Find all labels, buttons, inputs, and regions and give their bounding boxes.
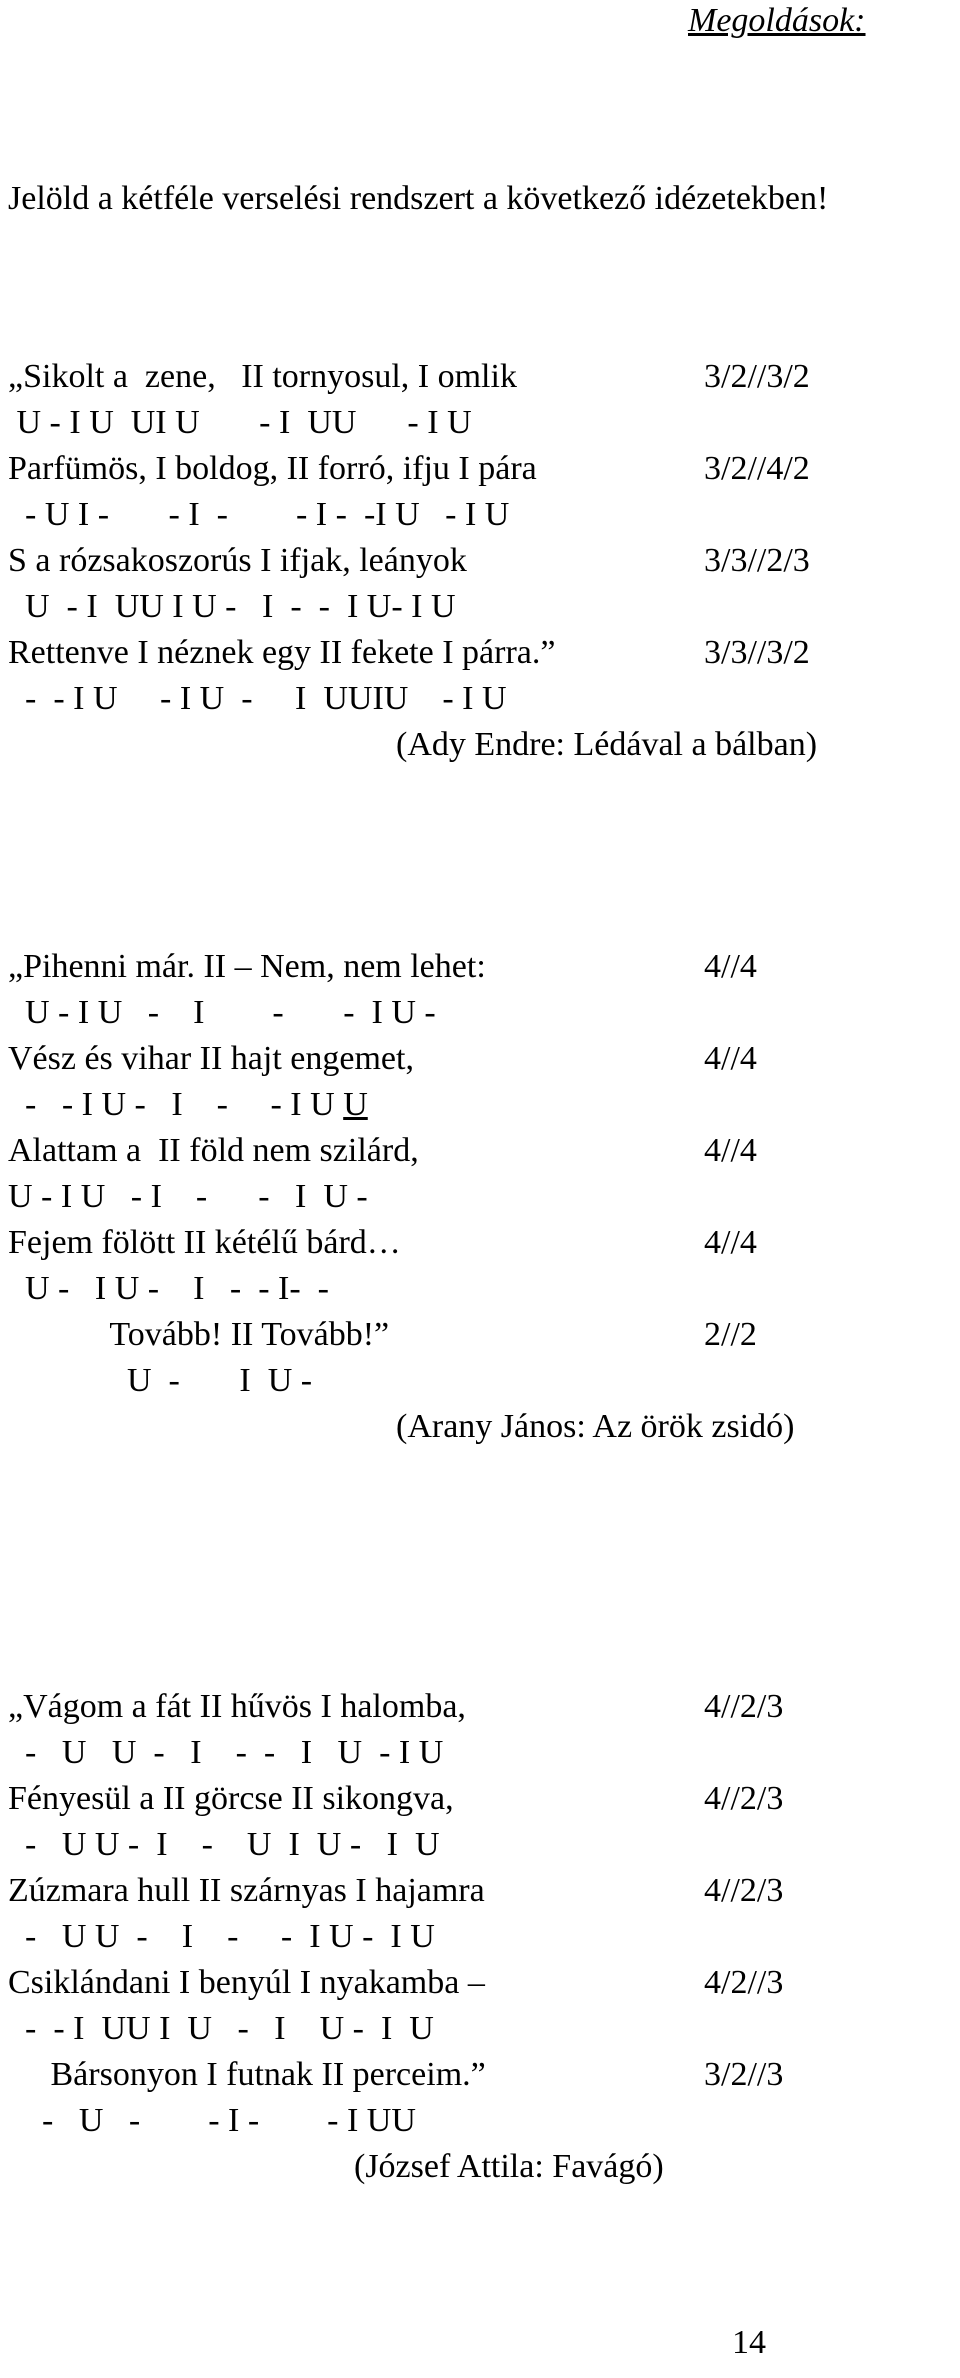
poem-line: Vész és vihar II hajt engemet, <box>8 1040 414 1077</box>
poem-line: Csiklándani I benyúl I nyakamba – <box>8 1964 485 2001</box>
scansion-line: U - I U - <box>8 1362 313 1399</box>
scansion-text: - - I U - I - - I U <box>8 1086 344 1123</box>
meter-pattern: 3/2//3 <box>704 2056 784 2093</box>
poem-line: „Vágom a fát II hűvös I halomba, <box>8 1688 466 1725</box>
poem-line: S a rózsakoszorús I ifjak, leányok <box>8 542 467 579</box>
meter-pattern: 3/3//3/2 <box>704 634 810 671</box>
meter-pattern: 4/2//3 <box>704 1964 784 2001</box>
scansion-line: - U U - I - - I U - I U <box>8 1918 435 1955</box>
scansion-line: - U I - - I - - I - -I U - I U <box>8 496 510 533</box>
meter-pattern: 4//2/3 <box>704 1780 784 1817</box>
scansion-line: U - I U UI U - I UU - I U <box>8 404 472 441</box>
poem-line: Fejem fölött II kétélű bárd… <box>8 1224 401 1261</box>
meter-pattern: 4//4 <box>704 1224 757 1261</box>
scansion-line: - - I U - I U - I UUIU - I U <box>8 680 507 717</box>
poem-source: (József Attila: Favágó) <box>354 2148 664 2185</box>
poem-line: „Sikolt a zene, II tornyosul, I omlik <box>8 358 517 395</box>
poem-line: Tovább! II Tovább!” <box>8 1316 390 1353</box>
poem-line: Rettenve I néznek egy II fekete I párra.” <box>8 634 556 671</box>
scansion-line: - U U - I - - I U - I U <box>8 1734 444 1771</box>
scansion-line: - - I UU I U - I U - I U <box>8 2010 434 2047</box>
poem-line: „Pihenni már. II – Nem, nem lehet: <box>8 948 486 985</box>
scansion-line: U - I U - I - - I U - <box>8 994 436 1031</box>
underlined-syllable: U <box>343 1086 368 1123</box>
meter-pattern: 3/3//2/3 <box>704 542 810 579</box>
poem-line: Bársonyon I futnak II perceim.” <box>8 2056 486 2093</box>
poem-line: Zúzmara hull II szárnyas I hajamra <box>8 1872 485 1909</box>
scansion-line: U - I UU I U - I - - I U- I U <box>8 588 456 625</box>
poem-line: Parfümös, I boldog, II forró, ifju I pára <box>8 450 537 487</box>
scansion-line: U - I U - I - - I U - <box>8 1178 368 1215</box>
meter-pattern: 3/2//3/2 <box>704 358 810 395</box>
scansion-line: - U - - I - - I UU <box>8 2102 416 2139</box>
scansion-line: U - I U - I - - I- - <box>8 1270 330 1307</box>
heading: Megoldások: <box>688 2 866 39</box>
meter-pattern: 4//2/3 <box>704 1688 784 1725</box>
poem-line: Alattam a II föld nem szilárd, <box>8 1132 419 1169</box>
instruction: Jelöld a kétféle verselési rendszert a következő idézetekben! <box>8 180 829 217</box>
meter-pattern: 3/2//4/2 <box>704 450 810 487</box>
meter-pattern: 2//2 <box>704 1316 757 1353</box>
page-number: 14 <box>732 2324 766 2361</box>
meter-pattern: 4//2/3 <box>704 1872 784 1909</box>
poem-line: Fényesül a II görcse II sikongva, <box>8 1780 454 1817</box>
scansion-line <box>8 1088 368 1122</box>
poem-source: (Arany János: Az örök zsidó) <box>396 1408 795 1445</box>
meter-pattern: 4//4 <box>704 1040 757 1077</box>
meter-pattern: 4//4 <box>704 1132 757 1169</box>
poem-source: (Ady Endre: Lédával a bálban) <box>396 726 818 763</box>
scansion-line: - U U - I - U I U - I U <box>8 1826 440 1863</box>
meter-pattern: 4//4 <box>704 948 757 985</box>
